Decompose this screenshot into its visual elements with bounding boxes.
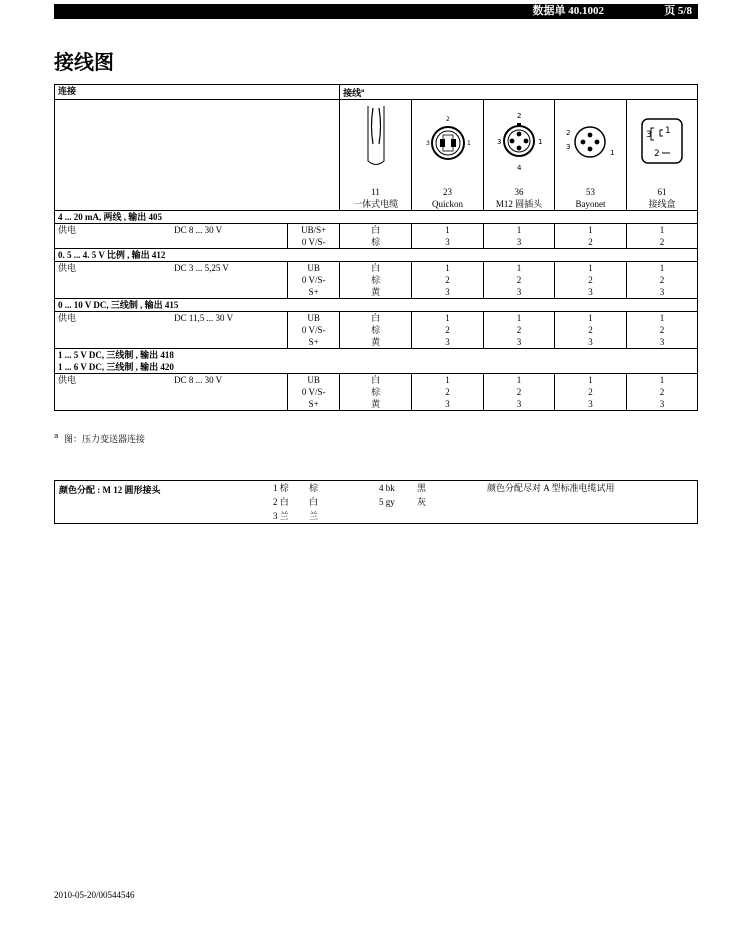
doc-number: 数据单 40.1002 xyxy=(532,5,604,17)
col-wiring-header: 接线$^a$ xyxy=(340,85,698,100)
table-header-row xyxy=(55,85,698,100)
svg-text:3: 3 xyxy=(496,138,502,147)
svg-text:4: 4 xyxy=(516,164,522,173)
svg-text:2: 2 xyxy=(516,112,522,121)
svg-text:3: 3 xyxy=(425,140,430,148)
color-assignment-box xyxy=(54,480,698,524)
table-row: S+ 黄 3 3 3 3 xyxy=(55,398,698,411)
page-number: 页 5/8 xyxy=(664,5,692,17)
junction-box-icon xyxy=(626,100,697,186)
connector-label-53: 53 Bayonet xyxy=(554,186,626,211)
svg-text:1: 1 xyxy=(664,126,671,137)
svg-text:3: 3 xyxy=(566,143,571,152)
m12-connector-icon xyxy=(484,100,555,186)
table-row: 供电 DC 8 ... 30 V UB 白 1 1 1 1 xyxy=(55,373,698,386)
quickon-connector-icon xyxy=(412,100,484,186)
header-bar xyxy=(54,4,698,19)
table-row: 0 V/S- 棕 2 2 2 2 xyxy=(55,324,698,336)
connector-label-11: 11 一体式电缆 xyxy=(340,186,412,211)
table-row: S+ 黄 3 3 3 3 xyxy=(55,286,698,299)
section-title: 0. 5 ... 4. 5 V 比例 , 输出 412 xyxy=(55,248,698,261)
color-names-col: 棕 白 兰 xyxy=(309,483,319,521)
svg-text:1: 1 xyxy=(610,149,615,158)
wiring-table xyxy=(54,84,698,411)
color-assignment-title: 颜色分配 : M 12 圆形接头 xyxy=(59,485,161,495)
table-row: 供电 DC 8 ... 30 V UB/S+ 白 1 1 1 1 xyxy=(55,223,698,236)
section-title: 4 ... 20 mA, 两线 , 输出 405 xyxy=(55,210,698,223)
table-row: 0 V/S- 棕 2 2 2 2 xyxy=(55,386,698,398)
section-title: 1 ... 5 V DC, 三线制 , 输出 418 1 ... 6 V DC, 三线制 , 输出 420 xyxy=(55,348,698,373)
footnote: $^a$ 图：压力变送器连接 xyxy=(54,432,146,445)
table-row: 0 V/S- 棕 3 3 2 2 xyxy=(55,236,698,249)
svg-text:1: 1 xyxy=(466,140,471,148)
table-row: 供电 DC 11,5 ... 30 V UB 白 1 1 1 1 xyxy=(55,311,698,324)
color-codes-col-2: 4 bk 5 gy xyxy=(379,483,395,507)
footer-date-id: 2010-05-20/00544546 xyxy=(54,890,135,900)
table-row: 供电 DC 3 ... 5,25 V UB 白 1 1 1 1 xyxy=(55,261,698,274)
connector-labels-row xyxy=(55,186,698,211)
connector-label-61: 61 接线盒 xyxy=(626,186,697,211)
col-connection-header: 连接 xyxy=(55,85,340,100)
connector-label-36: 36 M12 圆插头 xyxy=(484,186,555,211)
svg-text:2: 2 xyxy=(566,129,571,138)
table-row: S+ 黄 3 3 3 3 xyxy=(55,336,698,349)
svg-text:2: 2 xyxy=(653,149,660,160)
color-codes-col: 1 棕 2 白 3 兰 xyxy=(273,483,289,521)
page-title: 接线图 xyxy=(54,50,114,74)
cable-icon xyxy=(340,100,412,186)
section-title: 0 ... 10 V DC, 三线制 , 输出 415 xyxy=(55,298,698,311)
bayonet-connector-icon xyxy=(554,100,626,186)
svg-text:1: 1 xyxy=(537,138,543,147)
connector-images-row xyxy=(55,100,698,186)
color-names-col-2: 黑 灰 xyxy=(417,483,427,507)
svg-text:3: 3 xyxy=(645,130,652,141)
svg-text:2: 2 xyxy=(445,116,450,124)
table-row: 0 V/S- 棕 2 2 2 2 xyxy=(55,274,698,286)
connector-label-23: 23 Quickon xyxy=(412,186,484,211)
color-assignment-note: 颜色分配尽对 A 型标准电缆试用 xyxy=(487,483,615,493)
